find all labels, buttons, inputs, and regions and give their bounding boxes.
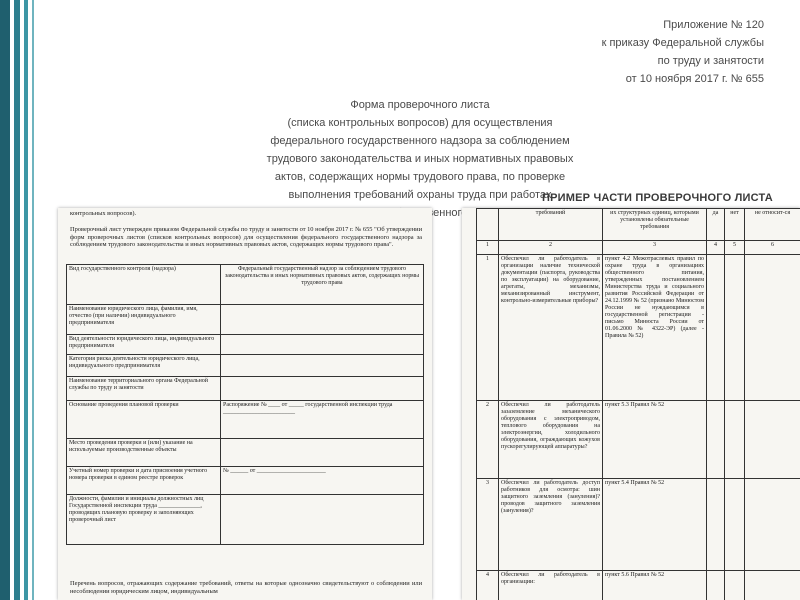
answer-na-cell[interactable] (745, 571, 800, 600)
header-cell: нет (725, 209, 745, 241)
form-title-line: федерального государственного надзора за соблюдением (270, 135, 570, 147)
row-label: Вид государственного контроля (надзора) (67, 265, 221, 305)
answer-yes-cell[interactable] (707, 401, 725, 479)
table-row (67, 355, 424, 377)
row-label: Учетный номер проверки и дата присвоения учетного номера проверки в едином реестре проверок (67, 467, 221, 495)
form-title-line: трудового законодательства и иных нормативных правовых (266, 153, 574, 165)
column-number: 4 (707, 241, 725, 255)
header-cell: да (707, 209, 725, 241)
answer-na-cell[interactable] (745, 255, 800, 401)
row-label: Категория риска деятельности юридического лица, индивидуального предпринимателя (67, 355, 221, 377)
requirement-text: Обеспечил ли работодатель в организации наличие технической документации (паспорта, руководства по эксплуатации) на оборудование, агрегаты, механизмы, механизированный инструмент, контрольно-измерительные приборы? (499, 255, 603, 401)
legal-reference: пункт 5.4 Правил № 52 (603, 479, 707, 571)
checklist-questions-table (476, 208, 800, 600)
row-number: 1 (477, 255, 499, 401)
row-value: Федеральный государственный надзор за соблюдением трудового законодательства и иных нормативных правовых актов, содержащих нормы трудового права (221, 265, 424, 305)
form-title-line: актов, содержащих нормы трудового права, по проверке (274, 171, 566, 183)
row-value (221, 335, 424, 355)
row-label: Наименование юридического лица, фамилия, имя, отчество (при наличии) индивидуального предпринимателя (67, 305, 221, 335)
requirement-text: Обеспечил ли работодатель доступ работников для осмотра: шин защитного заземления (зануления)? проводов защитного заземления (зануления)? (499, 479, 603, 571)
table-row (67, 495, 424, 545)
row-value (221, 495, 424, 545)
scan-preface: Проверочный лист утвержден приказом Федеральной службы по труду и занятости от 10 ноября 2017 г. № 655 "Об утверждении форм проверочных листов (списков контрольных вопросов) для осуществления федерального государственного надзора за соблюдением трудового законодательства и иных нормативных правовых актов, содержащих нормы трудового права". (70, 226, 422, 249)
column-number: 2 (499, 241, 603, 255)
table-row (67, 377, 424, 401)
appendix-line: Приложение № 120 (663, 19, 764, 31)
decor-stripe-1 (0, 0, 10, 600)
row-value: Распоряжение № ____ от _____ государственной инспекции труда ________________________ (221, 401, 424, 439)
example-caption: ПРИМЕР ЧАСТИ ПРОВЕРОЧНОГО ЛИСТА (542, 192, 773, 204)
table-row (477, 571, 800, 600)
row-label: Основание проведения плановой проверки (67, 401, 221, 439)
table-row (67, 305, 424, 335)
decor-stripe-3 (24, 0, 28, 600)
form-title-line: (списка контрольных вопросов) для осуществления (287, 117, 553, 129)
table-row (67, 335, 424, 355)
row-value (221, 439, 424, 467)
scanned-page-right (462, 208, 800, 600)
table-row (67, 401, 424, 439)
header-cell (477, 209, 499, 241)
legal-reference: пункт 5.3 Правил № 52 (603, 401, 707, 479)
answer-yes-cell[interactable] (707, 479, 725, 571)
column-number: 5 (725, 241, 745, 255)
table-row (67, 265, 424, 305)
answer-na-cell[interactable] (745, 401, 800, 479)
requirement-text: Обеспечил ли работодатель зазаземление механического оборудования с электроприводом, теплового оборудования на электроэнергии, холодильного оборудования, ограждающих кожухов пускорегулирующей аппаратуры? (499, 401, 603, 479)
row-number: 2 (477, 401, 499, 479)
answer-no-cell[interactable] (725, 479, 745, 571)
table-header-row (477, 209, 800, 241)
decor-stripe-4 (32, 0, 34, 600)
table-row (67, 439, 424, 467)
decor-stripe-2 (14, 0, 20, 600)
row-number: 4 (477, 571, 499, 600)
header-cell: требований (499, 209, 603, 241)
header-cell: их структурных единиц, которыми установлены обязательные требования (603, 209, 707, 241)
row-value (221, 305, 424, 335)
scanned-page-left (58, 208, 432, 600)
header-cell: не относит-ся (745, 209, 800, 241)
answer-no-cell[interactable] (725, 571, 745, 600)
row-value (221, 355, 424, 377)
form-title-line: выполнения требований охраны труда при работах (288, 189, 552, 201)
row-value: № ______ от _______________________ (221, 467, 424, 495)
column-number: 6 (745, 241, 800, 255)
row-label: Наименование территориального органа Федеральной службы по труду и занятости (67, 377, 221, 401)
column-number: 1 (477, 241, 499, 255)
answer-no-cell[interactable] (725, 401, 745, 479)
form-title-line: Форма проверочного листа (350, 99, 490, 111)
answer-yes-cell[interactable] (707, 571, 725, 600)
table-row (477, 479, 800, 571)
row-label: Вид деятельности юридического лица, индивидуального предпринимателя (67, 335, 221, 355)
table-row (67, 467, 424, 495)
table-row (477, 255, 800, 401)
appendix-line: по труду и занятости (657, 55, 764, 67)
row-label: Должности, фамилии и инициалы должностных лиц Государственной инспекции труда ______________, проводящих плановую проверку и заполняющих проверочный лист (67, 495, 221, 545)
requirement-text: Обеспечил ли работодатель в организации: (499, 571, 603, 600)
answer-yes-cell[interactable] (707, 255, 725, 401)
legal-reference: пункт 4.2 Межотраслевых правил по охране труда в организациях общественного питания, утвержденных постановлением Министерства труда и социального развития Российской Федерации от 24.12.1999 № 52 (признано Минюстом России не нуждающимся в государственной регистрации - письмо Минюста России от 01.06.2000 № 4322-ЭР) (далее - Правила № 52) (603, 255, 707, 401)
row-label: Место проведения проверки и (или) указание на используемые производственные объекты (67, 439, 221, 467)
answer-na-cell[interactable] (745, 479, 800, 571)
row-number: 3 (477, 479, 499, 571)
column-number: 3 (603, 241, 707, 255)
legal-reference: пункт 5.6 Правил № 52 (603, 571, 707, 600)
scan-bottom-text: Перечень вопросов, отражающих содержание требований, ответы на которые однозначно свидетельствуют о соблюдении или несоблюдении юридическим лицом, индивидуальным (70, 580, 422, 595)
checklist-header-table (66, 264, 424, 545)
table-row (477, 401, 800, 479)
appendix-line: к приказу Федеральной службы (601, 37, 764, 49)
column-number-row (477, 241, 800, 255)
answer-no-cell[interactable] (725, 255, 745, 401)
appendix-header (602, 16, 764, 88)
row-value (221, 377, 424, 401)
appendix-line: от 10 ноября 2017 г. № 655 (625, 73, 764, 85)
scan-top-fragment: контрольных вопросов). (70, 210, 137, 217)
